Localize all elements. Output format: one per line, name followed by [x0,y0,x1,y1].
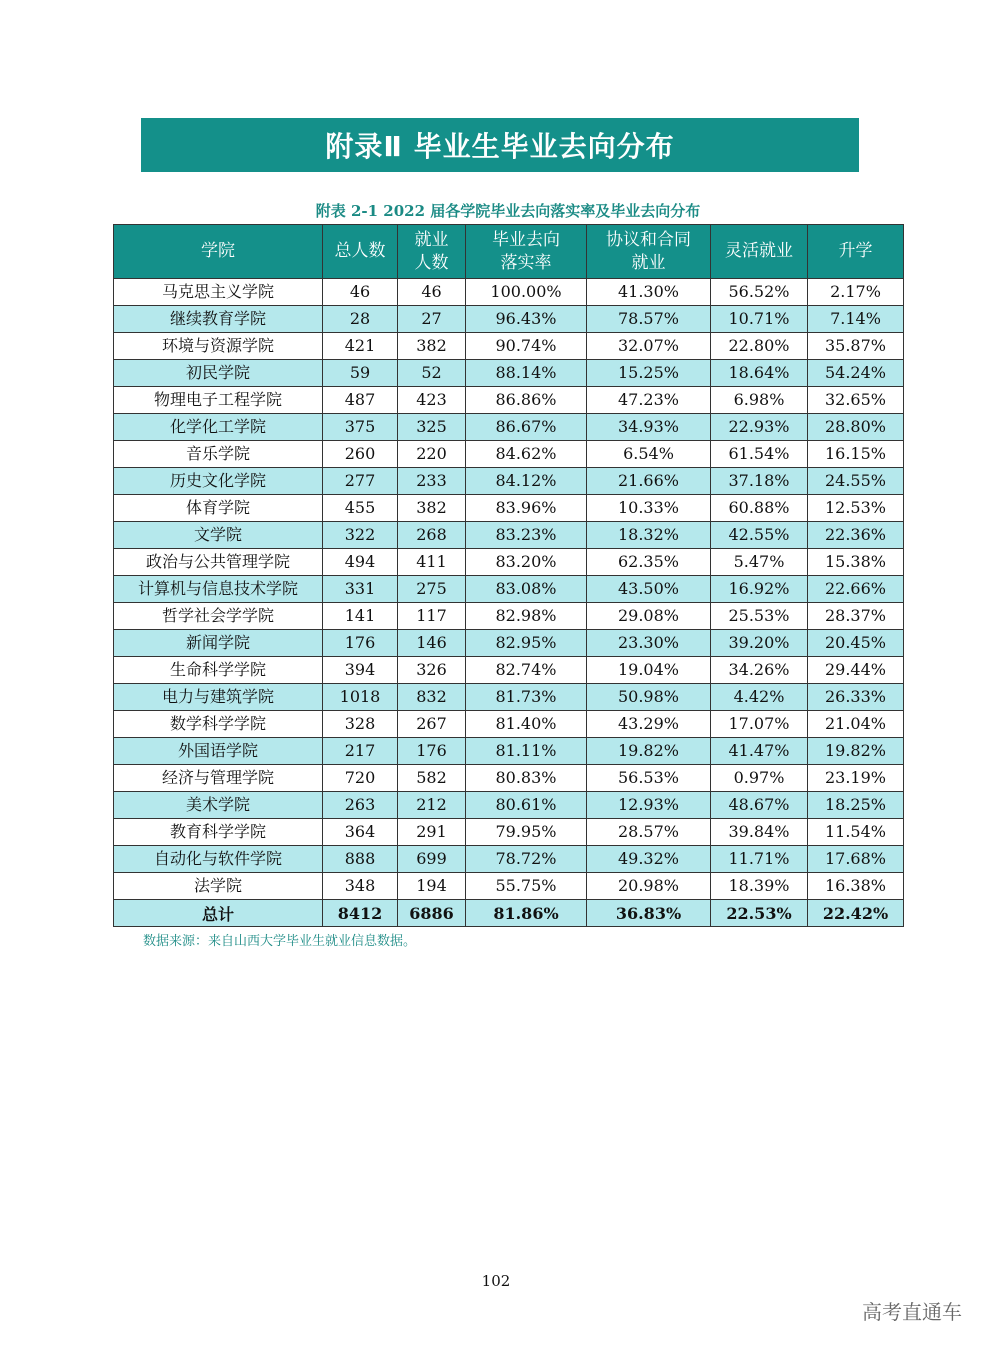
table-row [114,468,904,495]
flexible-rate-cell: 10.71% [711,306,808,333]
table-row [114,522,904,549]
employed-count-cell: 382 [398,333,466,360]
contract-rate-cell: 49.32% [587,846,711,873]
further-study-rate-cell: 16.38% [808,873,904,900]
employment-table [113,224,904,927]
table-row [114,279,904,306]
college-name-cell: 初民学院 [114,360,323,387]
further-study-rate-cell: 12.53% [808,495,904,522]
college-name-cell: 计算机与信息技术学院 [114,576,323,603]
total-count-cell: 1018 [323,684,398,711]
total-count-cell: 494 [323,549,398,576]
employed-count-cell: 326 [398,657,466,684]
further-study-rate-cell: 17.68% [808,846,904,873]
table-row [114,414,904,441]
college-name-cell: 音乐学院 [114,441,323,468]
employed-count-cell: 411 [398,549,466,576]
total-count-cell: 59 [323,360,398,387]
college-name-cell: 生命科学学院 [114,657,323,684]
data-source-note: 数据来源：来自山西大学毕业生就业信息数据。 [143,934,417,949]
total-count-cell: 322 [323,522,398,549]
contract-rate-cell: 15.25% [587,360,711,387]
further-study-rate-cell: 16.15% [808,441,904,468]
header-employed: 就业 人数 [398,225,466,279]
total-count-cell: 375 [323,414,398,441]
header-college: 学院 [114,225,323,279]
contract-rate-cell: 6.54% [587,441,711,468]
table-row [114,684,904,711]
total-label: 总计 [114,900,323,927]
total-flexible-rate: 22.53% [711,900,808,927]
employed-count-cell: 220 [398,441,466,468]
college-name-cell: 文学院 [114,522,323,549]
total-count-cell: 260 [323,441,398,468]
table-row [114,792,904,819]
college-name-cell: 外国语学院 [114,738,323,765]
flexible-rate-cell: 41.47% [711,738,808,765]
flexible-rate-cell: 16.92% [711,576,808,603]
table-row [114,549,904,576]
header-placement-rate: 毕业去向 落实率 [466,225,587,279]
header-further-study: 升学 [808,225,904,279]
total-count-cell: 328 [323,711,398,738]
total-count-cell: 263 [323,792,398,819]
contract-rate-cell: 34.93% [587,414,711,441]
further-study-rate-cell: 20.45% [808,630,904,657]
total-count-cell: 176 [323,630,398,657]
employed-count-cell: 268 [398,522,466,549]
contract-rate-cell: 62.35% [587,549,711,576]
contract-rate-cell: 18.32% [587,522,711,549]
placement-rate-cell: 79.95% [466,819,587,846]
placement-rate-cell: 82.95% [466,630,587,657]
further-study-rate-cell: 29.44% [808,657,904,684]
watermark-text: 高考直通车 [862,1300,962,1324]
placement-rate-cell: 80.61% [466,792,587,819]
table-header-row [114,225,904,279]
total-count: 8412 [323,900,398,927]
flexible-rate-cell: 22.80% [711,333,808,360]
total-count-cell: 364 [323,819,398,846]
total-count-cell: 394 [323,657,398,684]
college-name-cell: 自动化与软件学院 [114,846,323,873]
further-study-rate-cell: 28.80% [808,414,904,441]
college-name-cell: 新闻学院 [114,630,323,657]
contract-rate-cell: 19.82% [587,738,711,765]
employed-count-cell: 275 [398,576,466,603]
employed-count-cell: 212 [398,792,466,819]
flexible-rate-cell: 4.42% [711,684,808,711]
table-body [114,279,904,900]
placement-rate-cell: 86.86% [466,387,587,414]
flexible-rate-cell: 18.64% [711,360,808,387]
header-flexible-employment: 灵活就业 [711,225,808,279]
flexible-rate-cell: 39.84% [711,819,808,846]
college-name-cell: 历史文化学院 [114,468,323,495]
college-name-cell: 法学院 [114,873,323,900]
placement-rate-cell: 100.00% [466,279,587,306]
employed-count-cell: 52 [398,360,466,387]
further-study-rate-cell: 22.66% [808,576,904,603]
flexible-rate-cell: 61.54% [711,441,808,468]
total-count-cell: 46 [323,279,398,306]
table-row [114,711,904,738]
contract-rate-cell: 21.66% [587,468,711,495]
contract-rate-cell: 32.07% [587,333,711,360]
flexible-rate-cell: 11.71% [711,846,808,873]
employed-count-cell: 582 [398,765,466,792]
further-study-rate-cell: 23.19% [808,765,904,792]
further-study-rate-cell: 18.25% [808,792,904,819]
table-row [114,738,904,765]
total-count-cell: 487 [323,387,398,414]
table-row [114,576,904,603]
flexible-rate-cell: 34.26% [711,657,808,684]
placement-rate-cell: 80.83% [466,765,587,792]
placement-rate-cell: 83.20% [466,549,587,576]
college-name-cell: 数学科学学院 [114,711,323,738]
placement-rate-cell: 83.23% [466,522,587,549]
total-count-cell: 348 [323,873,398,900]
placement-rate-cell: 83.96% [466,495,587,522]
contract-rate-cell: 56.53% [587,765,711,792]
page-number: 102 [481,1272,511,1290]
total-count-cell: 421 [323,333,398,360]
flexible-rate-cell: 5.47% [711,549,808,576]
table-row [114,441,904,468]
further-study-rate-cell: 19.82% [808,738,904,765]
total-count-cell: 720 [323,765,398,792]
employed-count-cell: 117 [398,603,466,630]
further-study-rate-cell: 35.87% [808,333,904,360]
employed-count-cell: 423 [398,387,466,414]
college-name-cell: 经济与管理学院 [114,765,323,792]
contract-rate-cell: 10.33% [587,495,711,522]
college-name-cell: 电力与建筑学院 [114,684,323,711]
placement-rate-cell: 81.73% [466,684,587,711]
college-name-cell: 环境与资源学院 [114,333,323,360]
contract-rate-cell: 28.57% [587,819,711,846]
flexible-rate-cell: 25.53% [711,603,808,630]
placement-rate-cell: 81.11% [466,738,587,765]
table-row [114,603,904,630]
placement-rate-cell: 82.74% [466,657,587,684]
table-row [114,333,904,360]
table-row [114,873,904,900]
total-placement-rate: 81.86% [466,900,587,927]
contract-rate-cell: 47.23% [587,387,711,414]
table-row [114,765,904,792]
total-row [114,900,904,927]
college-name-cell: 哲学社会学学院 [114,603,323,630]
college-name-cell: 美术学院 [114,792,323,819]
further-study-rate-cell: 24.55% [808,468,904,495]
table-caption: 附表 2-1 2022 届各学院毕业去向落实率及毕业去向分布 [315,202,701,220]
placement-rate-cell: 90.74% [466,333,587,360]
table-row [114,846,904,873]
contract-rate-cell: 23.30% [587,630,711,657]
contract-rate-cell: 12.93% [587,792,711,819]
contract-rate-cell: 20.98% [587,873,711,900]
further-study-rate-cell: 32.65% [808,387,904,414]
placement-rate-cell: 83.08% [466,576,587,603]
further-study-rate-cell: 28.37% [808,603,904,630]
table-row [114,495,904,522]
flexible-rate-cell: 60.88% [711,495,808,522]
flexible-rate-cell: 0.97% [711,765,808,792]
appendix-title: 附录Ⅱ 毕业生毕业去向分布 [325,130,675,163]
flexible-rate-cell: 17.07% [711,711,808,738]
placement-rate-cell: 55.75% [466,873,587,900]
total-employed: 6886 [398,900,466,927]
flexible-rate-cell: 18.39% [711,873,808,900]
placement-rate-cell: 84.62% [466,441,587,468]
appendix-title-banner [141,118,859,172]
placement-rate-cell: 78.72% [466,846,587,873]
contract-rate-cell: 78.57% [587,306,711,333]
total-count-cell: 28 [323,306,398,333]
header-total: 总人数 [323,225,398,279]
college-name-cell: 化学化工学院 [114,414,323,441]
flexible-rate-cell: 6.98% [711,387,808,414]
further-study-rate-cell: 2.17% [808,279,904,306]
total-count-cell: 455 [323,495,398,522]
contract-rate-cell: 29.08% [587,603,711,630]
placement-rate-cell: 82.98% [466,603,587,630]
placement-rate-cell: 84.12% [466,468,587,495]
contract-rate-cell: 43.50% [587,576,711,603]
employed-count-cell: 382 [398,495,466,522]
employed-count-cell: 325 [398,414,466,441]
employed-count-cell: 46 [398,279,466,306]
table-row [114,630,904,657]
total-further-study-rate: 22.42% [808,900,904,927]
table-row [114,306,904,333]
further-study-rate-cell: 22.36% [808,522,904,549]
employed-count-cell: 176 [398,738,466,765]
total-contract-rate: 36.83% [587,900,711,927]
flexible-rate-cell: 56.52% [711,279,808,306]
total-count-cell: 217 [323,738,398,765]
total-count-cell: 277 [323,468,398,495]
employed-count-cell: 146 [398,630,466,657]
flexible-rate-cell: 39.20% [711,630,808,657]
total-count-cell: 888 [323,846,398,873]
total-count-cell: 331 [323,576,398,603]
placement-rate-cell: 86.67% [466,414,587,441]
placement-rate-cell: 96.43% [466,306,587,333]
further-study-rate-cell: 15.38% [808,549,904,576]
contract-rate-cell: 19.04% [587,657,711,684]
table-row [114,657,904,684]
flexible-rate-cell: 22.93% [711,414,808,441]
further-study-rate-cell: 54.24% [808,360,904,387]
table-row [114,819,904,846]
college-name-cell: 马克思主义学院 [114,279,323,306]
further-study-rate-cell: 26.33% [808,684,904,711]
employed-count-cell: 233 [398,468,466,495]
employed-count-cell: 832 [398,684,466,711]
employed-count-cell: 699 [398,846,466,873]
contract-rate-cell: 50.98% [587,684,711,711]
college-name-cell: 体育学院 [114,495,323,522]
placement-rate-cell: 81.40% [466,711,587,738]
table-row [114,387,904,414]
college-name-cell: 政治与公共管理学院 [114,549,323,576]
further-study-rate-cell: 21.04% [808,711,904,738]
flexible-rate-cell: 48.67% [711,792,808,819]
contract-rate-cell: 41.30% [587,279,711,306]
employed-count-cell: 194 [398,873,466,900]
flexible-rate-cell: 42.55% [711,522,808,549]
further-study-rate-cell: 7.14% [808,306,904,333]
employed-count-cell: 291 [398,819,466,846]
placement-rate-cell: 88.14% [466,360,587,387]
college-name-cell: 继续教育学院 [114,306,323,333]
employed-count-cell: 267 [398,711,466,738]
header-contract-employment: 协议和合同 就业 [587,225,711,279]
contract-rate-cell: 43.29% [587,711,711,738]
college-name-cell: 教育科学学院 [114,819,323,846]
table-row [114,360,904,387]
flexible-rate-cell: 37.18% [711,468,808,495]
total-count-cell: 141 [323,603,398,630]
college-name-cell: 物理电子工程学院 [114,387,323,414]
further-study-rate-cell: 11.54% [808,819,904,846]
employed-count-cell: 27 [398,306,466,333]
